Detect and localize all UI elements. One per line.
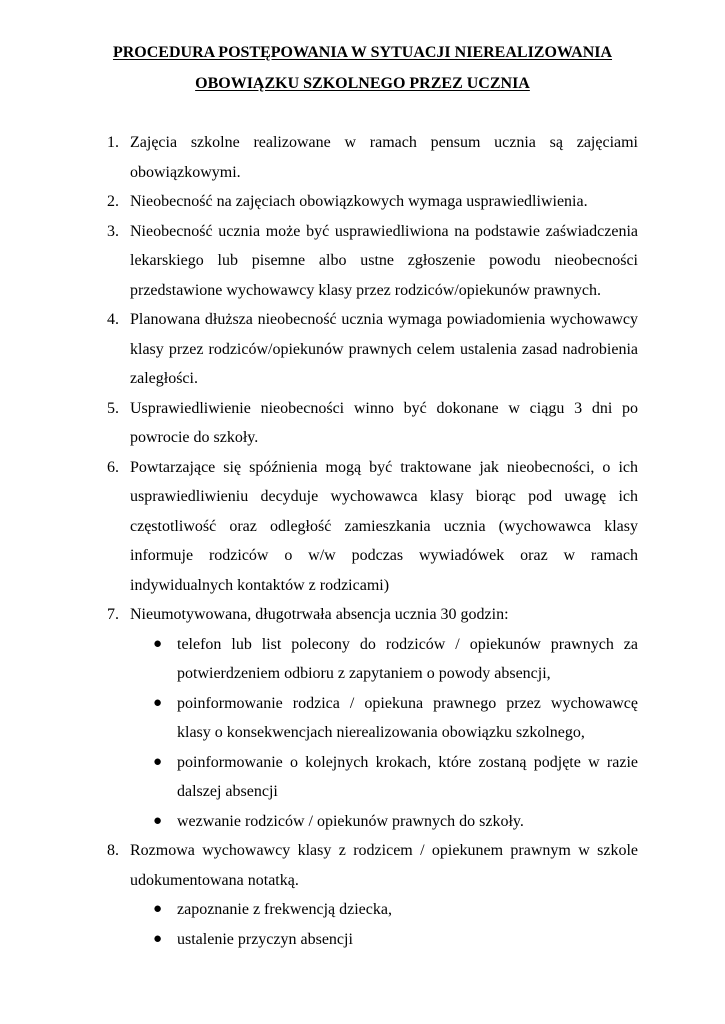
bullet-icon: ●: [153, 753, 163, 770]
item-text: Zajęcia szkolne realizowane w ramach pensum ucznia są zajęciami obowiązkowymi.: [130, 134, 638, 181]
item-text: Usprawiedliwienie nieobecności winno być dokonane w ciągu 3 dni po powrocie do szkoły.: [130, 399, 638, 446]
bullet-text: ustalenie przyczyn absencji: [177, 930, 353, 948]
bullet-text: zapoznanie z frekwencją dziecka,: [177, 901, 392, 918]
list-item: [0, 600, 725, 836]
procedure-list: [0, 128, 725, 954]
list-item: [0, 187, 725, 217]
item-text: Planowana dłuższa nieobecność ucznia wymaga powiadomienia wychowawcy klasy przez rodziców/opiekunów prawnych celem ustalenia zasad nadrobienia zaległości.: [130, 311, 638, 387]
document-title-line-1: PROCEDURA POSTĘPOWANIA W SYTUACJI NIEREALIZOWANIA: [112, 44, 613, 61]
item-number: 6.: [107, 458, 119, 476]
bullet-item: [0, 748, 725, 807]
bullet-list: [0, 895, 725, 954]
list-item: [0, 217, 725, 306]
item-number: 3.: [107, 222, 119, 240]
list-item: [0, 305, 725, 394]
list-item: [0, 836, 725, 954]
item-number: 2.: [107, 193, 119, 210]
item-text: Nieobecność ucznia może być usprawiedliwiona na podstawie zaświadczenia lekarskiego lub pisemne albo ustne zgłoszenie powodu nieobecności przedstawione wychowawcy klasy przez rodziców/opiekunów prawnych.: [130, 222, 638, 299]
bullet-icon: ●: [153, 812, 163, 829]
bullet-text: poinformowanie rodzica / opiekuna prawnego przez wychowawcę klasy o konsekwencjach nierealizowania obowiązku szkolnego,: [177, 694, 638, 741]
bullet-icon: ●: [153, 635, 163, 652]
bullet-list: [0, 630, 725, 837]
bullet-item: [0, 630, 725, 689]
bullet-text: telefon lub list polecony do rodziców / opiekunów prawnych za potwierdzeniem odbioru z zapytaniem o powody absencji,: [177, 635, 638, 682]
bullet-text: wezwanie rodziców / opiekunów prawnych do szkoły.: [177, 812, 524, 830]
list-item: [0, 394, 725, 453]
item-text: Powtarzające się spóźnienia mogą być traktowane jak nieobecności, o ich usprawiedliwieniu decyduje wychowawca klasy biorąc pod uwagę ich częstotliwość oraz odległość zamieszkania ucznia (wychowawca klasy informuje rodziców o w/w podczas wywiadówek oraz w ramach indywidualnych kontaktów z rodzicami): [130, 458, 638, 594]
item-text: Nieumotywowana, długotrwała absencja ucznia 30 godzin:: [130, 606, 509, 623]
bullet-item: [0, 689, 725, 748]
item-number: 7.: [107, 606, 119, 623]
bullet-icon: ●: [153, 901, 163, 917]
item-number: 4.: [107, 311, 119, 328]
item-text: Rozmowa wychowawcy klasy z rodzicem / opiekunem prawnym w szkole udokumentowana notatką.: [130, 842, 638, 889]
bullet-item: [0, 925, 725, 955]
item-text: Nieobecność na zajęciach obowiązkowych wymaga usprawiedliwienia.: [130, 193, 588, 210]
list-item: [0, 128, 725, 187]
item-number: 5.: [107, 399, 119, 417]
document-title-line-2: OBOWIĄZKU SZKOLNEGO PRZEZ UCZNIA: [195, 75, 530, 92]
list-item: [0, 453, 725, 601]
item-number: 1.: [107, 134, 119, 151]
bullet-icon: ●: [153, 930, 163, 947]
bullet-item: [0, 895, 725, 925]
item-number: 8.: [107, 842, 119, 859]
bullet-icon: ●: [153, 694, 163, 711]
bullet-item: [0, 807, 725, 837]
bullet-text: poinformowanie o kolejnych krokach, które zostaną podjęte w razie dalszej absencji: [177, 753, 638, 800]
